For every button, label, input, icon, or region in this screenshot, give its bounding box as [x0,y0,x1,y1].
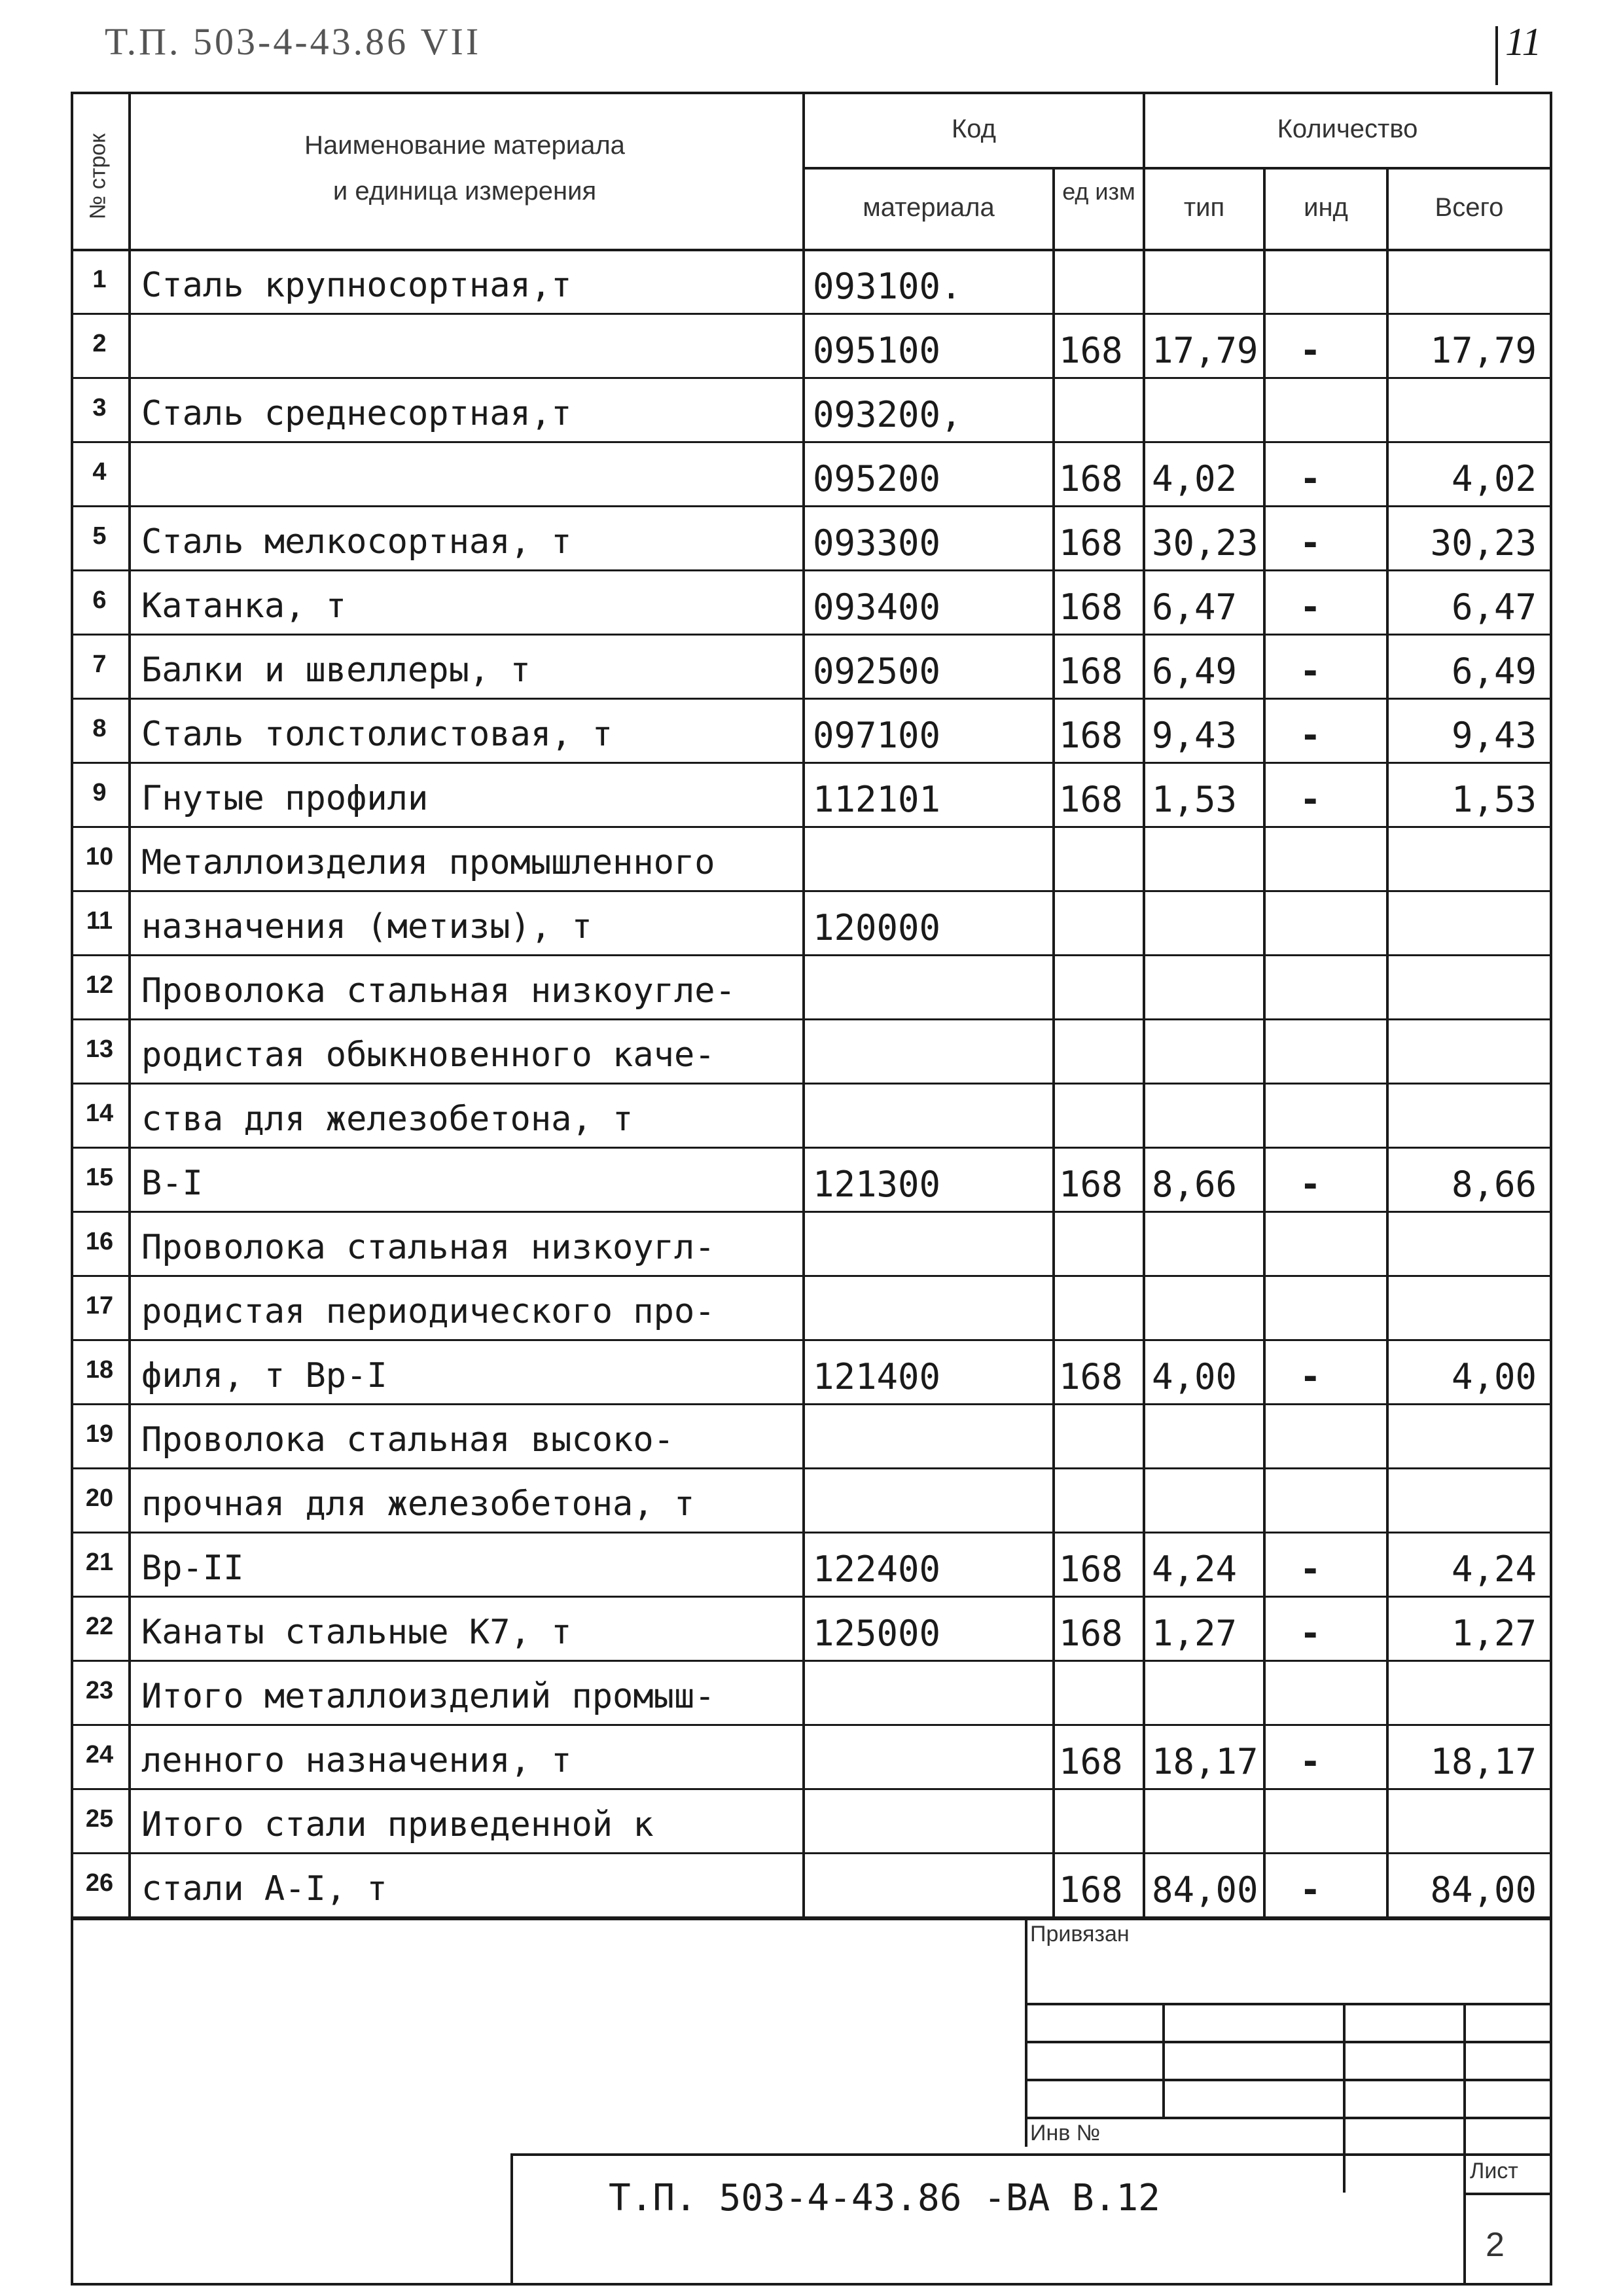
row-name: Проволока стальная низкоугле- [141,971,736,1011]
row-qty-ind: - [1300,586,1321,628]
row-name: Канаты стальные К7, т [141,1613,572,1652]
row-number: 7 [92,651,107,678]
header-quantity: Количество [1277,115,1418,143]
row-qty-type: 30,23 [1152,522,1258,564]
row-code: 112101 [813,779,941,820]
row-number: 2 [92,330,107,357]
row-divider [71,1660,1552,1662]
stamp-line-2 [1025,2041,1552,2043]
row-code: 122400 [813,1549,941,1590]
row-number: 3 [92,394,107,422]
row-qty-ind: - [1300,715,1321,756]
row-divider [71,634,1552,636]
row-qty-type: 84,00 [1152,1869,1258,1910]
row-number: 13 [85,1035,114,1063]
row-name: Катанка, т [141,586,347,626]
row-number: 8 [92,715,107,742]
stamp-divider-privyazan [1025,1918,1027,2147]
row-number: 9 [92,779,107,806]
row-name: Сталь толстолистовая, т [141,715,613,754]
row-code: 121300 [813,1164,941,1205]
header-name-line2: и единица измерения [332,177,597,206]
row-name: Проволока стальная низкоугл- [141,1228,715,1267]
header-code-material: материала [863,193,995,222]
row-unit: 168 [1059,1164,1123,1205]
row-number: 20 [85,1484,114,1512]
row-qty-total: 17,79 [1430,330,1537,371]
row-number: 14 [85,1100,114,1127]
row-name: ства для железобетона, т [141,1100,633,1139]
row-divider [71,826,1552,828]
col-divider-code [1052,167,1055,1918]
row-qty-ind: - [1300,1741,1321,1782]
row-name: филя, т Вр-I [141,1356,387,1395]
stamp-top-line [71,1918,1552,1920]
col-divider-type [1263,167,1266,1918]
row-name: стали А-I, т [141,1869,387,1909]
row-unit: 168 [1059,779,1123,820]
row-qty-ind: - [1300,1549,1321,1590]
row-code: 093300 [813,522,941,564]
row-code: 125000 [813,1613,941,1654]
row-divider [71,1532,1552,1534]
row-divider [71,313,1552,315]
row-code: 095100 [813,330,941,371]
row-name: Итого стали приведенной к [141,1805,654,1844]
row-name: Итого металлоизделий промыш- [141,1677,715,1716]
stamp-bottom-line [71,2283,1552,2286]
row-divider [71,698,1552,700]
document-reference: Т.П. 503-4-43.86 VII [105,20,482,63]
header-qty-total: Всего [1435,193,1504,222]
row-divider [71,377,1552,379]
row-divider [71,1147,1552,1149]
header-qty-ind: инд [1304,193,1348,222]
row-qty-total: 84,00 [1430,1869,1537,1910]
row-divider [71,1788,1552,1790]
row-qty-ind: - [1300,1356,1321,1397]
row-qty-type: 18,17 [1152,1741,1258,1782]
stamp-right-border [1550,1918,1552,2284]
row-unit: 168 [1059,1549,1123,1590]
table-border-right [1550,92,1552,1918]
row-number: 25 [85,1805,114,1833]
row-code: 093100. [813,266,962,307]
row-name: родистая периодического про- [141,1292,715,1331]
row-qty-type: 6,49 [1152,651,1238,692]
row-qty-total: 6,47 [1451,586,1537,628]
col-divider-ind [1386,167,1389,1918]
row-unit: 168 [1059,586,1123,628]
stamp-privyazan: Привязан [1030,1922,1130,1946]
row-qty-total: 18,17 [1430,1741,1537,1782]
row-number: 23 [85,1677,114,1704]
stamp-line-1 [1025,2003,1552,2005]
row-unit: 168 [1059,1613,1123,1654]
row-name: В-I [141,1164,203,1203]
row-unit: 168 [1059,1869,1123,1910]
row-divider [71,1339,1552,1341]
row-divider [71,1852,1552,1854]
row-qty-ind: - [1300,330,1321,371]
col-divider-no [128,92,131,1918]
row-name: Сталь среднесортная,т [141,394,572,433]
header-name-line1: Наименование материала [304,131,625,160]
stamp-title-left [510,2153,513,2284]
stamp-line-3 [1025,2079,1552,2081]
row-qty-type: 1,53 [1152,779,1238,820]
stamp-col-2 [1343,2003,1346,2193]
stamp-inv-no: Инв № [1030,2121,1101,2145]
row-divider [71,1083,1552,1085]
header-top-line [71,92,1552,94]
row-qty-total: 6,49 [1451,651,1537,692]
row-code: 121400 [813,1356,941,1397]
row-divider [71,505,1552,507]
row-qty-total: 4,02 [1451,458,1537,499]
row-number: 10 [85,843,114,870]
row-number: 17 [85,1292,114,1319]
row-qty-total: 1,27 [1451,1613,1537,1654]
row-name: ленного назначения, т [141,1741,572,1780]
row-code: 093200, [813,394,962,435]
row-name: прочная для железобетона, т [141,1484,695,1524]
row-qty-ind: - [1300,522,1321,564]
row-qty-total: 9,43 [1451,715,1537,756]
row-number: 5 [92,522,107,550]
row-divider [71,1403,1552,1405]
row-qty-type: 9,43 [1152,715,1238,756]
row-number: 21 [85,1549,114,1576]
row-qty-type: 8,66 [1152,1164,1238,1205]
row-unit: 168 [1059,651,1123,692]
row-name: Балки и швеллеры, т [141,651,531,690]
row-unit: 168 [1059,1741,1123,1782]
stamp-left-border [71,1918,73,2284]
row-divider [71,890,1552,892]
header-qty-type: тип [1183,193,1225,222]
row-code: 120000 [813,907,941,948]
row-qty-type: 1,27 [1152,1613,1238,1654]
header-split-line [802,167,1552,170]
row-qty-type: 17,79 [1152,330,1258,371]
row-qty-ind: - [1300,458,1321,499]
header-row-no: № строк [85,133,111,220]
row-qty-type: 4,00 [1152,1356,1238,1397]
table-border-left [71,92,73,1918]
row-name: Проволока стальная высоко- [141,1420,674,1460]
row-number: 6 [92,586,107,614]
stamp-title: Т.П. 503-4-43.86 -ВА В.12 [609,2177,1160,2219]
row-name: Сталь мелкосортная, т [141,522,572,562]
row-divider [71,1018,1552,1020]
row-name: назначения (метизы), т [141,907,592,946]
col-divider-name [802,92,805,1918]
row-number: 16 [85,1228,114,1255]
row-unit: 168 [1059,330,1123,371]
row-divider [71,1275,1552,1277]
row-number: 22 [85,1613,114,1640]
row-number: 11 [86,907,113,935]
row-divider [71,1467,1552,1469]
col-divider-unit [1143,92,1145,1918]
stamp-col-1 [1162,2003,1165,2119]
stamp-sheet-divider [1463,2153,1466,2284]
row-qty-total: 4,00 [1451,1356,1537,1397]
row-unit: 168 [1059,458,1123,499]
row-number: 4 [92,458,107,486]
stamp-sheet-line [1463,2193,1552,2195]
row-number: 24 [85,1741,114,1768]
row-qty-type: 4,02 [1152,458,1238,499]
stamp-title-top [510,2153,1552,2156]
row-qty-ind: - [1300,1164,1321,1205]
stamp-sheet-value: 2 [1486,2226,1505,2264]
row-divider [71,762,1552,764]
row-divider [71,441,1552,443]
row-qty-total: 8,66 [1451,1164,1537,1205]
row-qty-type: 6,47 [1152,586,1238,628]
stamp-line-4 [1025,2117,1552,2119]
row-divider [71,569,1552,571]
header-code-unit: ед изм [1062,178,1135,205]
header-bottom-line [71,249,1552,251]
row-name: Вр-II [141,1549,244,1588]
row-qty-total: 4,24 [1451,1549,1537,1590]
row-qty-total: 30,23 [1430,522,1537,564]
row-number: 12 [85,971,114,999]
row-number: 15 [85,1164,114,1191]
stamp-sheet-label: Лист [1470,2159,1518,2183]
header-code: Код [951,115,996,143]
row-qty-type: 4,24 [1152,1549,1238,1590]
row-name: Сталь крупносортная,т [141,266,572,305]
row-divider [71,954,1552,956]
row-number: 19 [85,1420,114,1448]
row-name: Гнутые профили [141,779,429,818]
row-qty-total: 1,53 [1451,779,1537,820]
row-code: 092500 [813,651,941,692]
page-number: 11 [1505,20,1542,63]
row-qty-ind: - [1300,1613,1321,1654]
page-number-divider [1495,26,1498,85]
row-unit: 168 [1059,522,1123,564]
row-name: Металлоизделия промышленного [141,843,715,882]
row-unit: 168 [1059,1356,1123,1397]
row-divider [71,1211,1552,1213]
row-divider [71,1596,1552,1598]
row-qty-ind: - [1300,651,1321,692]
row-qty-ind: - [1300,779,1321,820]
row-qty-ind: - [1300,1869,1321,1910]
row-code: 095200 [813,458,941,499]
row-code: 093400 [813,586,941,628]
row-number: 1 [92,266,107,293]
row-number: 26 [85,1869,114,1897]
row-code: 097100 [813,715,941,756]
row-divider [71,1724,1552,1726]
row-number: 18 [85,1356,114,1384]
row-name: родистая обыкновенного каче- [141,1035,715,1075]
row-unit: 168 [1059,715,1123,756]
